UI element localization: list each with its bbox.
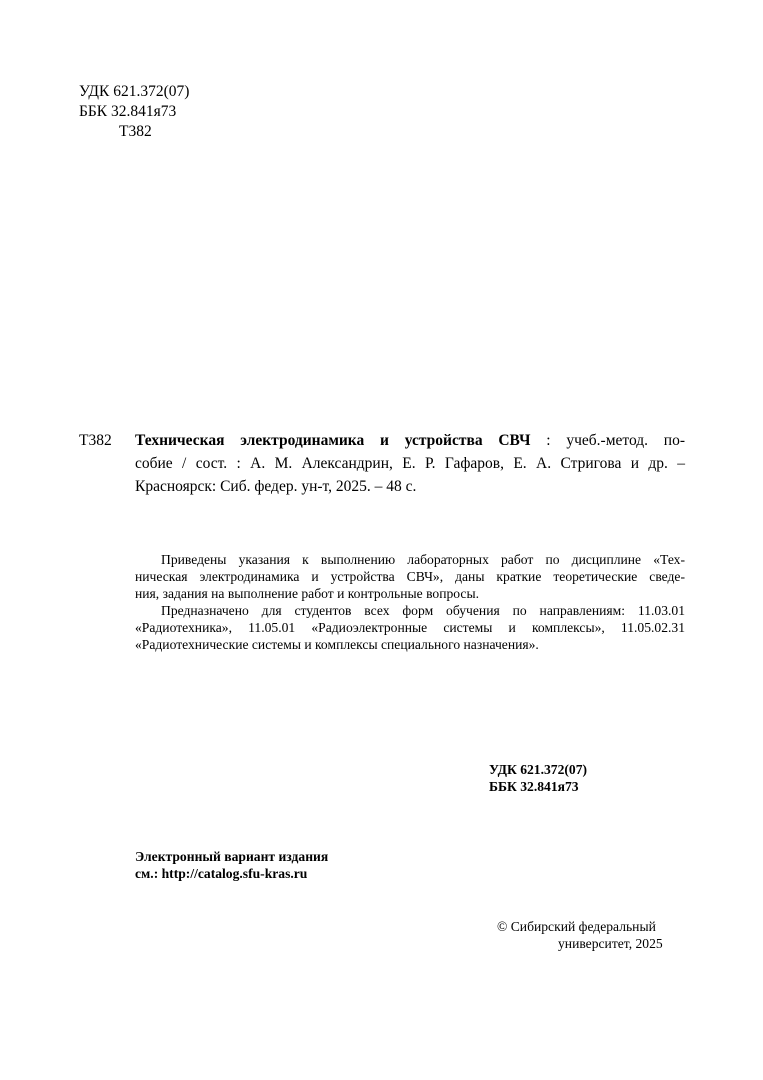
annotation-p1-line-2: ническая электродинамика и устройства СВЧ», даны краткие теоретические сведе- [135,569,685,584]
electronic-version-label: Электронный вариант издания [135,849,329,864]
citation-title: Техническая электродинамика и устройства СВЧ [135,432,531,449]
annotation-p2-line-3: «Радиотехнические системы и комплексы специального назначения». [135,637,539,652]
citation-line-1-rest: : учеб.-метод. по- [530,432,685,449]
copyright-line-1: © Сибирский федеральный [497,919,656,934]
classification-bbk: ББК 32.841я73 [489,779,579,794]
electronic-version-url: см.: http://catalog.sfu-kras.ru [135,866,308,881]
citation-line-2: собие / сост. : А. М. Александрин, Е. Р. Гафаров, Е. А. Стригова и др. – [135,455,685,472]
classification-udk: УДК 621.372(07) [489,762,588,777]
header-udk: УДК 621.372(07) [79,83,190,100]
annotation-p2-line-2: «Радиотехника», 11.05.01 «Радиоэлектронные системы и комплексы», 11.05.02.31 [135,620,685,635]
copyright-line-2: университет, 2025 [558,936,663,951]
citation-line-1 [135,431,685,451]
citation-code: Т382 [79,432,112,449]
header-bbk: ББК 32.841я73 [79,103,177,120]
annotation-p1-line-3: ния, задания на выполнение работ и контрольные вопросы. [135,586,479,601]
annotation-p2-line-1: Предназначено для студентов всех форм обучения по направлениям: 11.03.01 [161,603,685,618]
annotation-p1-line-1: Приведены указания к выполнению лабораторных работ по дисциплине «Тех- [161,552,685,567]
citation-line-3: Красноярск: Сиб. федер. ун-т, 2025. – 48 с. [135,478,417,495]
header-author-code: Т382 [119,123,152,140]
